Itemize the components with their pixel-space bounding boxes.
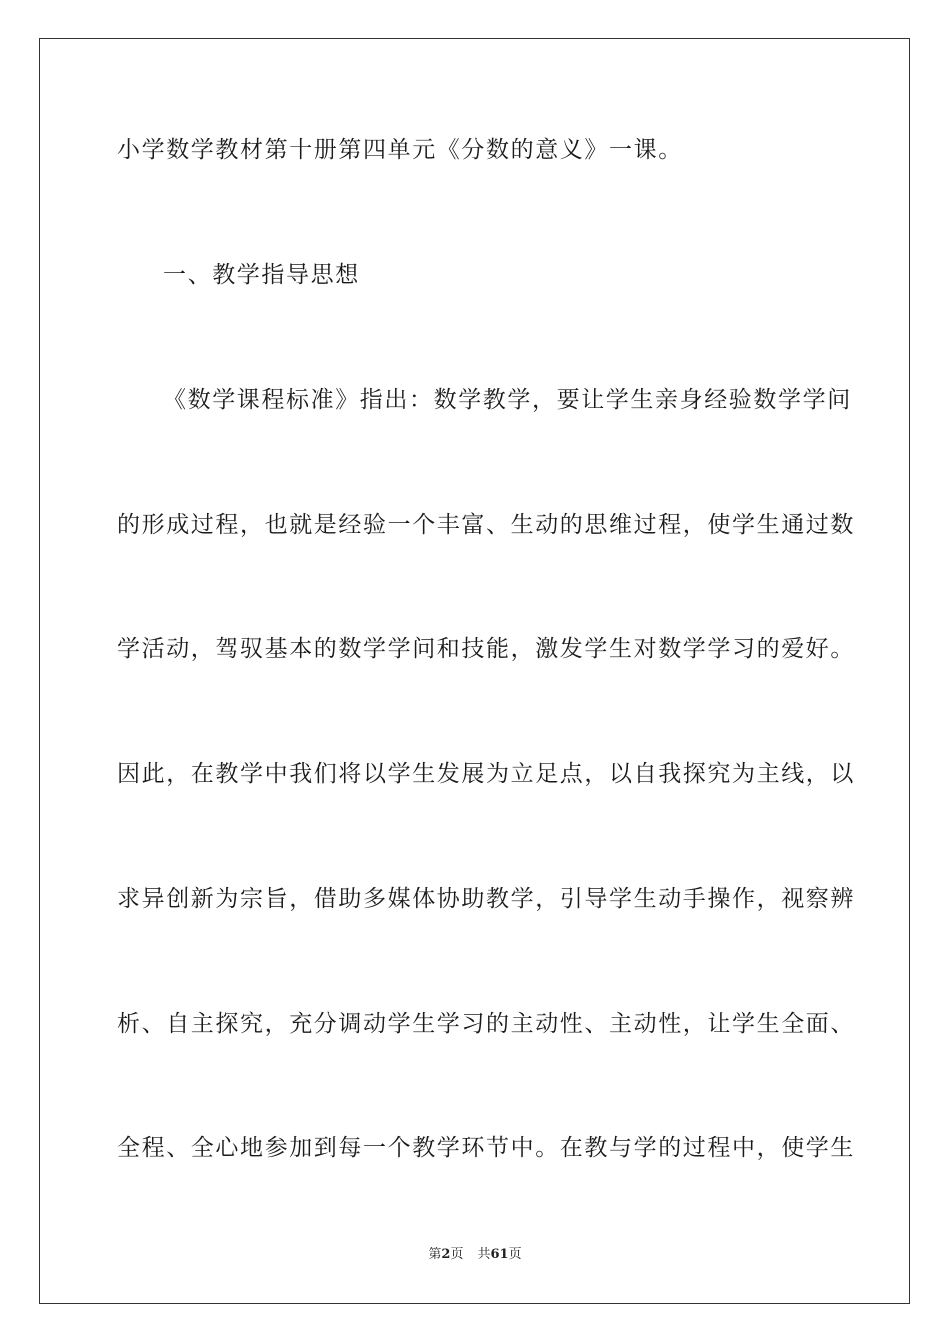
paragraph-line-5: 求异创新为宗旨，借助多媒体协助教学，引导学生动手操作，视察辨 xyxy=(117,886,855,912)
page-suffix: 页 xyxy=(450,1247,464,1262)
text-line-1: 小学数学教材第十册第四单元《分数的意义》一课。 xyxy=(117,137,683,163)
page-number: 2 xyxy=(441,1247,451,1262)
total-pages: 61 xyxy=(490,1247,509,1262)
page-prefix: 第 xyxy=(428,1247,442,1262)
paragraph-line-1: 《数学课程标准》指出：数学教学，要让学生亲身经验数学学问 xyxy=(163,387,852,413)
page-footer xyxy=(0,1246,950,1264)
paragraph-line-2: 的形成过程，也就是经验一个丰富、生动的思维过程，使学生通过数 xyxy=(117,512,855,538)
paragraph-line-3: 学活动，驾驭基本的数学学问和技能，激发学生对数学学习的爱好。 xyxy=(117,636,855,662)
paragraph-line-6: 析、自主探究，充分调动学生学习的主动性、主动性，让学生全面、 xyxy=(117,1011,855,1037)
paragraph-line-4: 因此，在教学中我们将以学生发展为立足点，以自我探究为主线，以 xyxy=(117,761,855,787)
page-frame xyxy=(39,38,910,1304)
total-suffix: 页 xyxy=(508,1247,522,1262)
paragraph-line-7: 全程、全心地参加到每一个教学环节中。在教与学的过程中，使学生 xyxy=(117,1135,855,1161)
total-prefix: 共 xyxy=(477,1247,491,1262)
section-heading: 一、教学指导思想 xyxy=(163,262,360,288)
